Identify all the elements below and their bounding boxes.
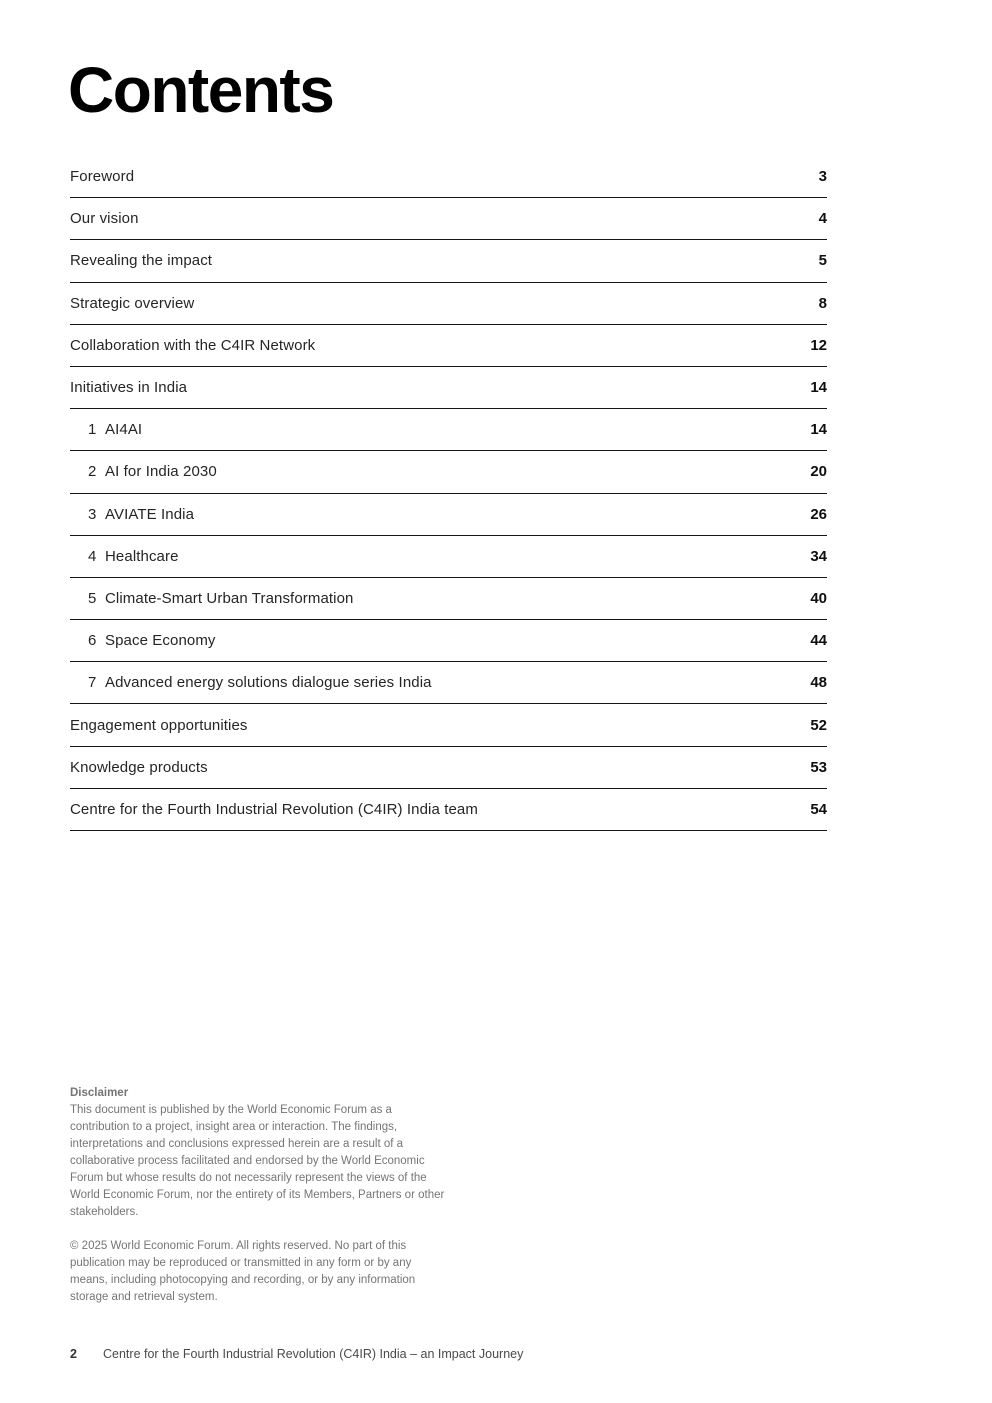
toc-row[interactable] — [70, 198, 827, 240]
toc-entry-label: AI for India 2030 — [105, 463, 217, 481]
page-footer — [70, 1347, 523, 1361]
toc-entry-number: 1 — [88, 421, 97, 439]
toc-entry-label: Our vision — [70, 210, 139, 228]
toc-row[interactable] — [70, 451, 827, 493]
copyright-text: © 2025 World Economic Forum. All rights reserved. No part of this publication may be reproduced or transmitted in any form or by any means, including photocopying and recording, or by any information storage and retrieval system. — [70, 1240, 416, 1303]
toc-row[interactable] — [70, 240, 827, 282]
toc-entry-label: Healthcare — [105, 547, 179, 565]
toc-entry-page: 40 — [810, 589, 827, 607]
toc-row[interactable] — [70, 578, 827, 620]
toc-entry-page: 44 — [810, 632, 827, 650]
toc-row[interactable] — [70, 704, 827, 746]
toc-entry-label: AVIATE India — [105, 505, 195, 523]
toc-entry-label: Centre for the Fourth Industrial Revolution (C4IR) India team — [70, 800, 478, 818]
toc-entry-label: Foreword — [70, 168, 135, 186]
toc-entry-number: 5 — [88, 589, 97, 607]
toc-row[interactable] — [70, 620, 827, 662]
toc-entry-page: 20 — [810, 463, 827, 481]
toc-entry-page: 8 — [818, 294, 827, 312]
disclaimer-body: This document is published by the World Economic Forum as a contribution to a project, insight area or interaction. The findings, interpretations and conclusions expressed herein are a result of a collaborative process facilitated and endorsed by the World Economic Forum but whose results do not necessarily represent the views of the World Economic Forum, nor the entirety of its Members, Partners or other stakeholders. — [70, 1104, 445, 1218]
toc-entry-page: 3 — [818, 168, 827, 186]
toc-row[interactable] — [70, 747, 827, 789]
toc-entry-number: 3 — [88, 505, 97, 523]
toc-entry-number: 4 — [88, 547, 97, 565]
toc-entry-page: 4 — [818, 210, 827, 228]
toc-row[interactable] — [70, 409, 827, 451]
footer-doc-title: Centre for the Fourth Industrial Revolution (C4IR) India – an Impact Journey — [103, 1347, 524, 1361]
toc-row[interactable] — [70, 325, 827, 367]
toc-entry-page: 12 — [810, 336, 827, 354]
toc-entry-label: Revealing the impact — [70, 252, 213, 270]
page-title: Contents — [68, 54, 334, 126]
toc-entry-page: 52 — [810, 716, 827, 734]
toc-entry-page: 34 — [810, 547, 827, 565]
toc-entry-number: 7 — [88, 674, 97, 692]
toc-entry-label: Space Economy — [105, 632, 216, 650]
toc-entry-label: Collaboration with the C4IR Network — [70, 336, 316, 354]
toc-entry-page: 14 — [810, 421, 827, 439]
toc-entry-label: Engagement opportunities — [70, 716, 248, 734]
toc-entry-label: Strategic overview — [70, 294, 195, 312]
toc-entry-page: 5 — [818, 252, 827, 270]
toc-entry-page: 53 — [810, 758, 827, 776]
toc-entry-label: Knowledge products — [70, 758, 208, 776]
footer-page-number: 2 — [70, 1347, 77, 1361]
toc-row[interactable] — [70, 494, 827, 536]
toc-list — [70, 156, 827, 831]
toc-entry-number: 6 — [88, 632, 97, 650]
toc-row[interactable] — [70, 536, 827, 578]
toc-row[interactable] — [70, 283, 827, 325]
toc-entry-page: 14 — [810, 379, 827, 397]
toc-entry-page: 26 — [810, 505, 827, 523]
toc-entry-label: AI4AI — [105, 421, 143, 439]
toc-entry-page: 48 — [810, 674, 827, 692]
toc-entry-label: Initiatives in India — [70, 379, 188, 397]
toc-row[interactable] — [70, 789, 827, 831]
toc-entry-label: Advanced energy solutions dialogue series India — [105, 674, 432, 692]
toc-row[interactable] — [70, 156, 827, 198]
toc-entry-number: 2 — [88, 463, 97, 481]
toc-entry-label: Climate-Smart Urban Transformation — [105, 589, 354, 607]
disclaimer-block — [70, 1085, 446, 1306]
toc-row[interactable] — [70, 367, 827, 409]
disclaimer-heading: Disclaimer — [70, 1087, 129, 1099]
toc-entry-page: 54 — [810, 800, 827, 818]
toc-row[interactable] — [70, 662, 827, 704]
